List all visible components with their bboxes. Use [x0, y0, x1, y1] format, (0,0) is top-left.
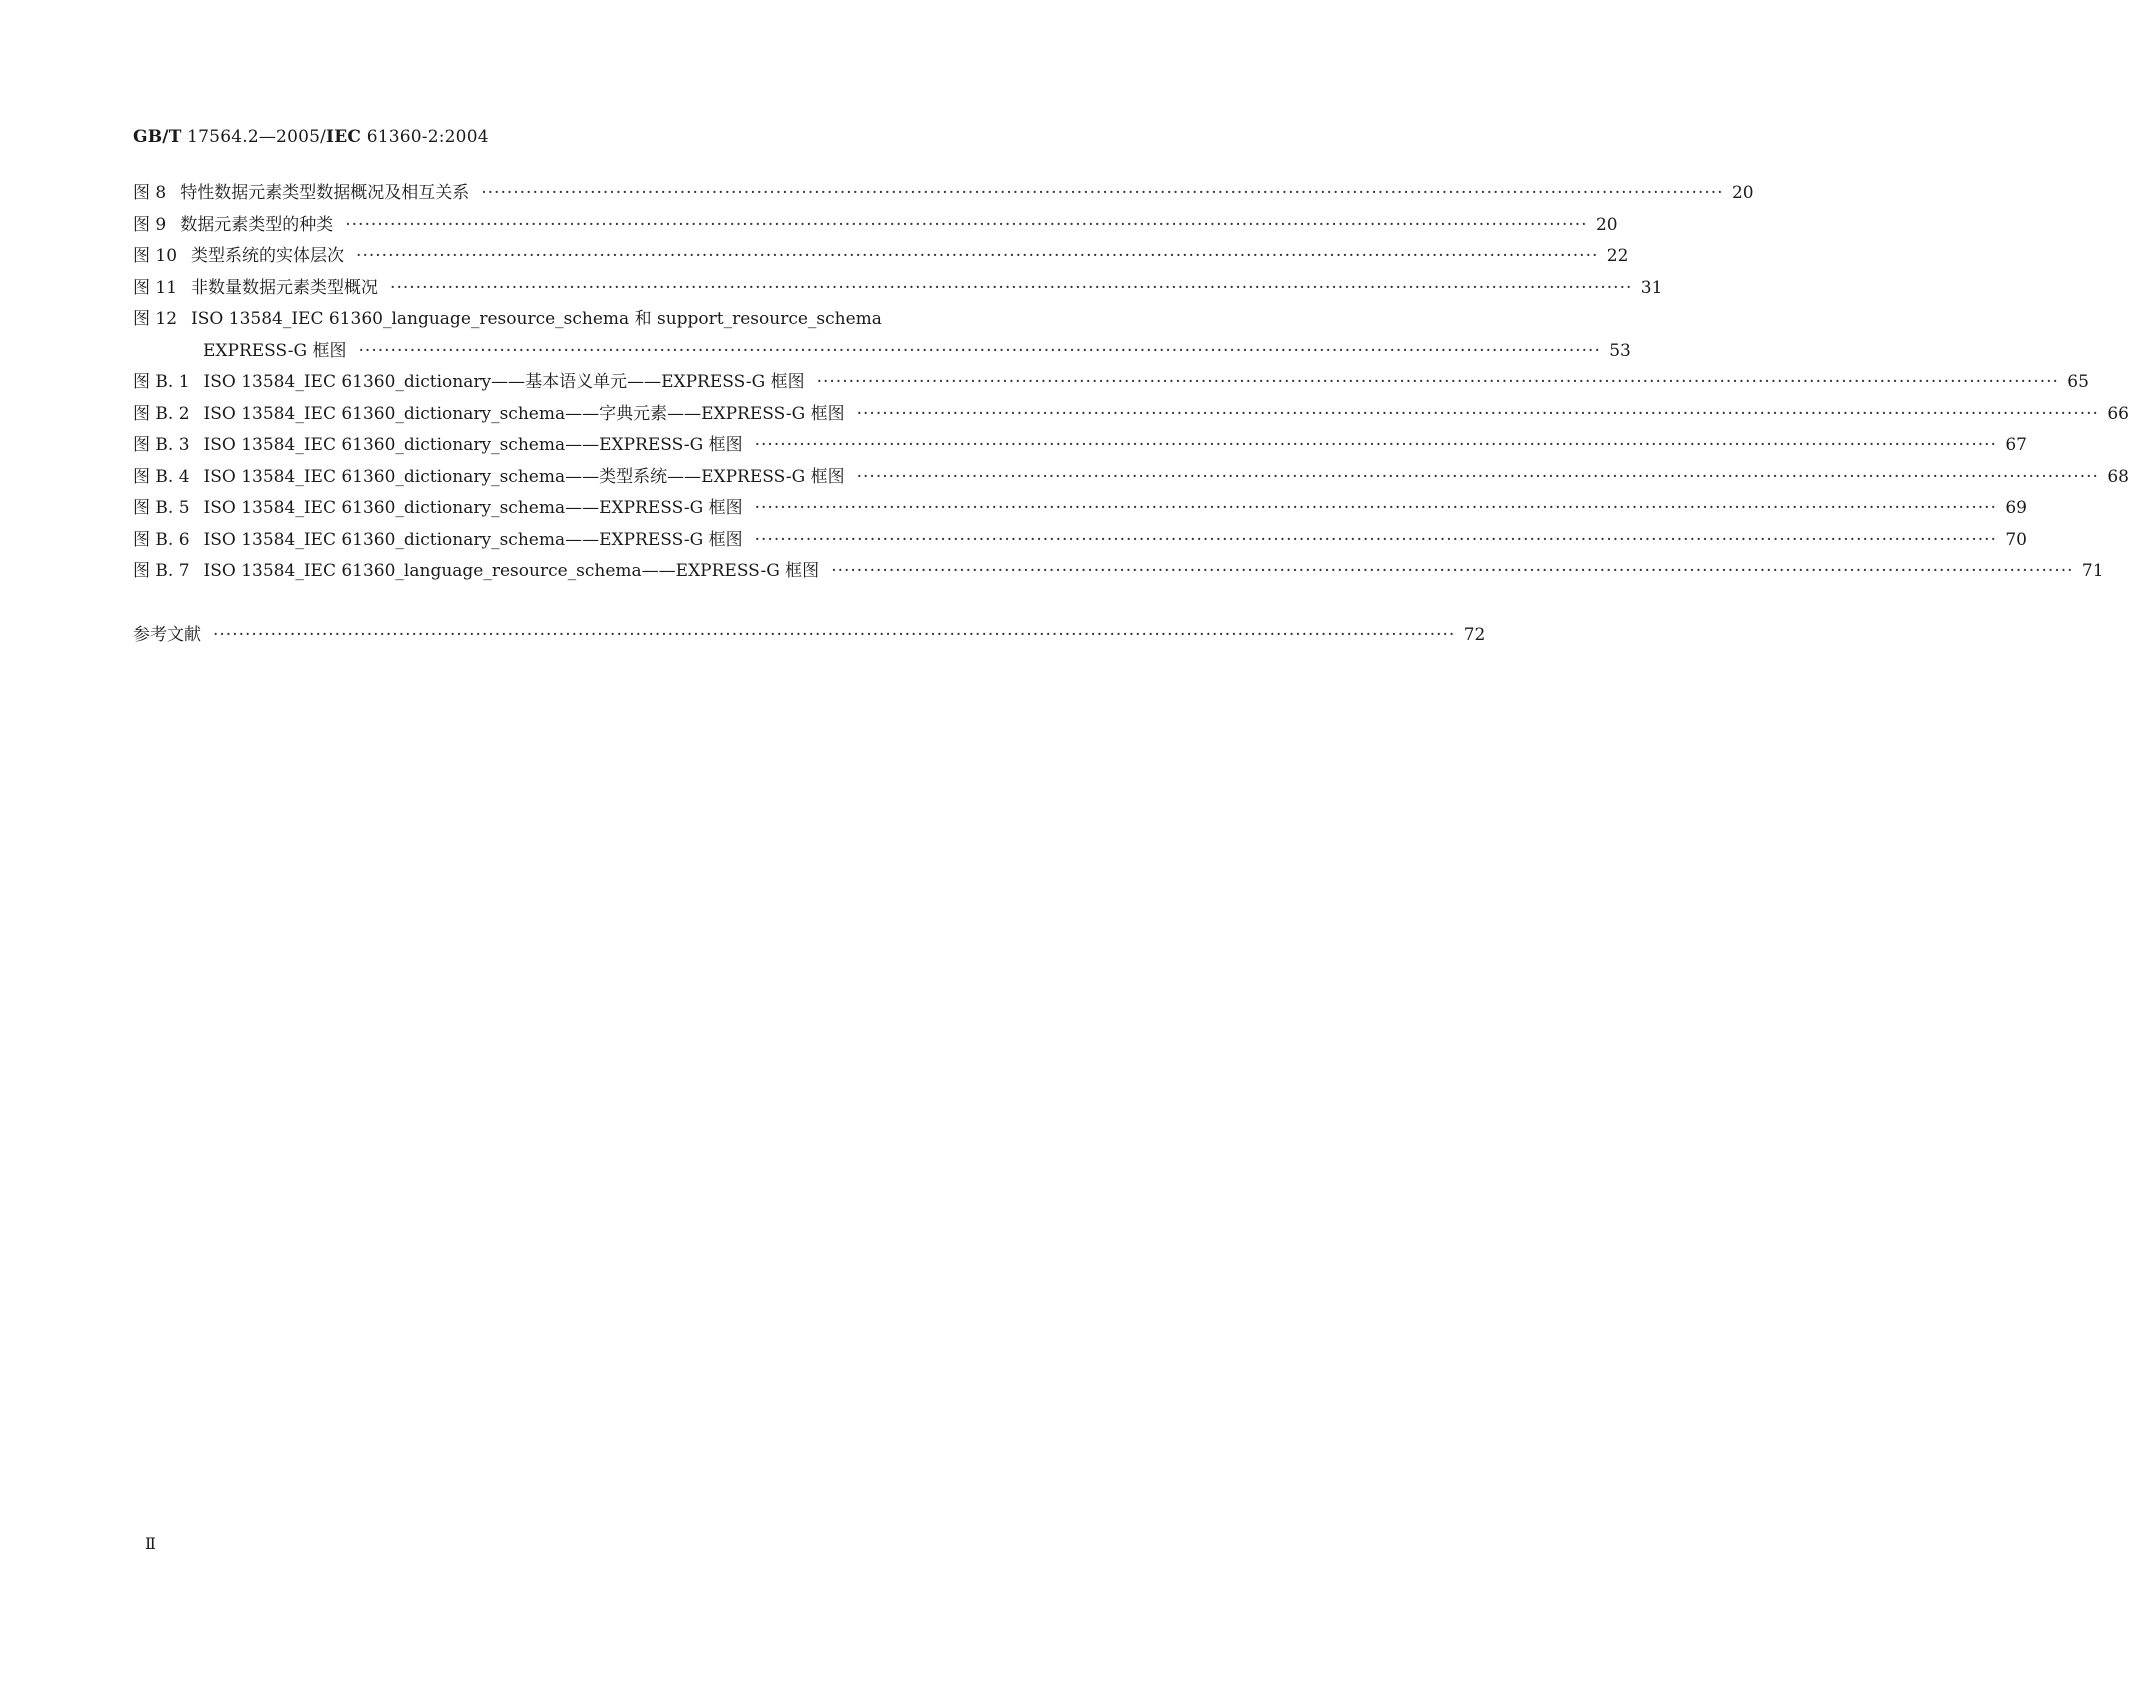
toc-page: 20 [1595, 214, 1618, 235]
toc-page: 31 [1640, 277, 1663, 298]
toc-leader [857, 467, 2099, 487]
table-of-contents [133, 178, 2129, 651]
toc-entry-fig-b7[interactable] [133, 556, 2104, 588]
toc-leader [213, 625, 1455, 645]
toc-leader [359, 341, 1601, 361]
toc-entry-references[interactable] [133, 620, 1486, 652]
toc-title: 参考文献 [133, 624, 201, 645]
toc-label: 图 B. 4 [133, 466, 190, 487]
toc-label: 图 9 [133, 214, 167, 235]
toc-label: 图 B. 7 [133, 561, 190, 581]
toc-leader [755, 530, 1997, 550]
page-number: Ⅱ [145, 1534, 156, 1553]
toc-label: 图 11 [133, 277, 178, 298]
toc-entry-fig-11[interactable] [133, 273, 1663, 305]
toc-label: 图 10 [133, 246, 178, 266]
toc-title: ISO 13584_IEC 61360_dictionary_schema——字典元素——EXPRESS-G 框图 [203, 403, 845, 424]
toc-label: 图 B. 2 [133, 403, 190, 424]
toc-title: ISO 13584_IEC 61360_dictionary_schema——类型系统——EXPRESS-G 框图 [203, 466, 845, 487]
toc-label: 图 12 [133, 309, 178, 329]
toc-leader [857, 404, 2099, 424]
toc-entry-fig-10[interactable] [133, 241, 1629, 273]
toc-title: EXPRESS-G 框图 [203, 340, 347, 361]
toc-page: 53 [1609, 340, 1631, 361]
toc-title: ISO 13584_IEC 61360_dictionary——基本语义单元——EXPRESS-G 框图 [203, 372, 805, 392]
toc-entry-fig-b5[interactable] [133, 493, 2027, 525]
toc-title: ISO 13584_IEC 61360_dictionary_schema——EXPRESS-G 框图 [203, 498, 743, 518]
toc-title: 数据元素类型的种类 [180, 214, 334, 235]
toc-page: 20 [1731, 183, 1754, 203]
toc-entry-fig-b1[interactable] [133, 367, 2089, 399]
toc-spacer [133, 588, 1059, 620]
toc-page: 67 [2005, 435, 2027, 455]
toc-title: 特性数据元素类型数据概况及相互关系 [180, 183, 470, 203]
toc-entry-fig-b3[interactable] [133, 430, 2027, 462]
toc-page: 69 [2005, 498, 2027, 518]
toc-label: 图 8 [133, 183, 167, 203]
toc-leader [345, 215, 1587, 235]
toc-entry-fig-12-continued[interactable] [133, 336, 1631, 368]
toc-page: 68 [2107, 466, 2129, 487]
toc-entry-fig-12[interactable] [133, 304, 1059, 336]
toc-label: 图 B. 5 [133, 498, 190, 518]
toc-label: 图 B. 6 [133, 529, 190, 550]
toc-title: ISO 13584_IEC 61360_language_resource_schema——EXPRESS-G 框图 [203, 561, 820, 581]
toc-page: 66 [2107, 403, 2129, 424]
header-code-gbt: GB/T [133, 127, 182, 147]
toc-entry-fig-9[interactable] [133, 210, 1618, 242]
toc-page: 70 [2005, 529, 2027, 550]
document-header [133, 127, 489, 147]
toc-leader [755, 498, 1997, 518]
toc-page: 65 [2067, 372, 2089, 392]
toc-title: ISO 13584_IEC 61360_language_resource_schema 和 support_resource_schema [191, 309, 882, 329]
toc-leader [481, 183, 1723, 203]
toc-leader [817, 372, 2059, 392]
header-code-iec-number: 61360-2:2004 [361, 127, 489, 147]
toc-leader [390, 278, 1632, 298]
toc-entry-fig-8[interactable] [133, 178, 1754, 210]
toc-entry-fig-b2[interactable] [133, 399, 2129, 431]
header-code-number: 17564.2—2005/ [181, 127, 327, 147]
toc-title: ISO 13584_IEC 61360_dictionary_schema——EXPRESS-G 框图 [203, 529, 743, 550]
toc-label: 图 B. 3 [133, 435, 190, 455]
toc-leader [755, 435, 1997, 455]
toc-leader [831, 561, 2073, 581]
toc-page: 72 [1463, 624, 1486, 645]
header-code-iec: IEC [326, 127, 362, 147]
toc-title: 非数量数据元素类型概况 [191, 277, 379, 298]
toc-leader [356, 246, 1598, 266]
toc-label: 图 B. 1 [133, 372, 190, 392]
toc-entry-fig-b6[interactable] [133, 525, 2027, 557]
toc-entry-fig-b4[interactable] [133, 462, 2129, 494]
toc-title: ISO 13584_IEC 61360_dictionary_schema——EXPRESS-G 框图 [203, 435, 743, 455]
toc-title: 类型系统的实体层次 [191, 246, 345, 266]
toc-page: 71 [2081, 561, 2104, 581]
toc-page: 22 [1606, 246, 1629, 266]
